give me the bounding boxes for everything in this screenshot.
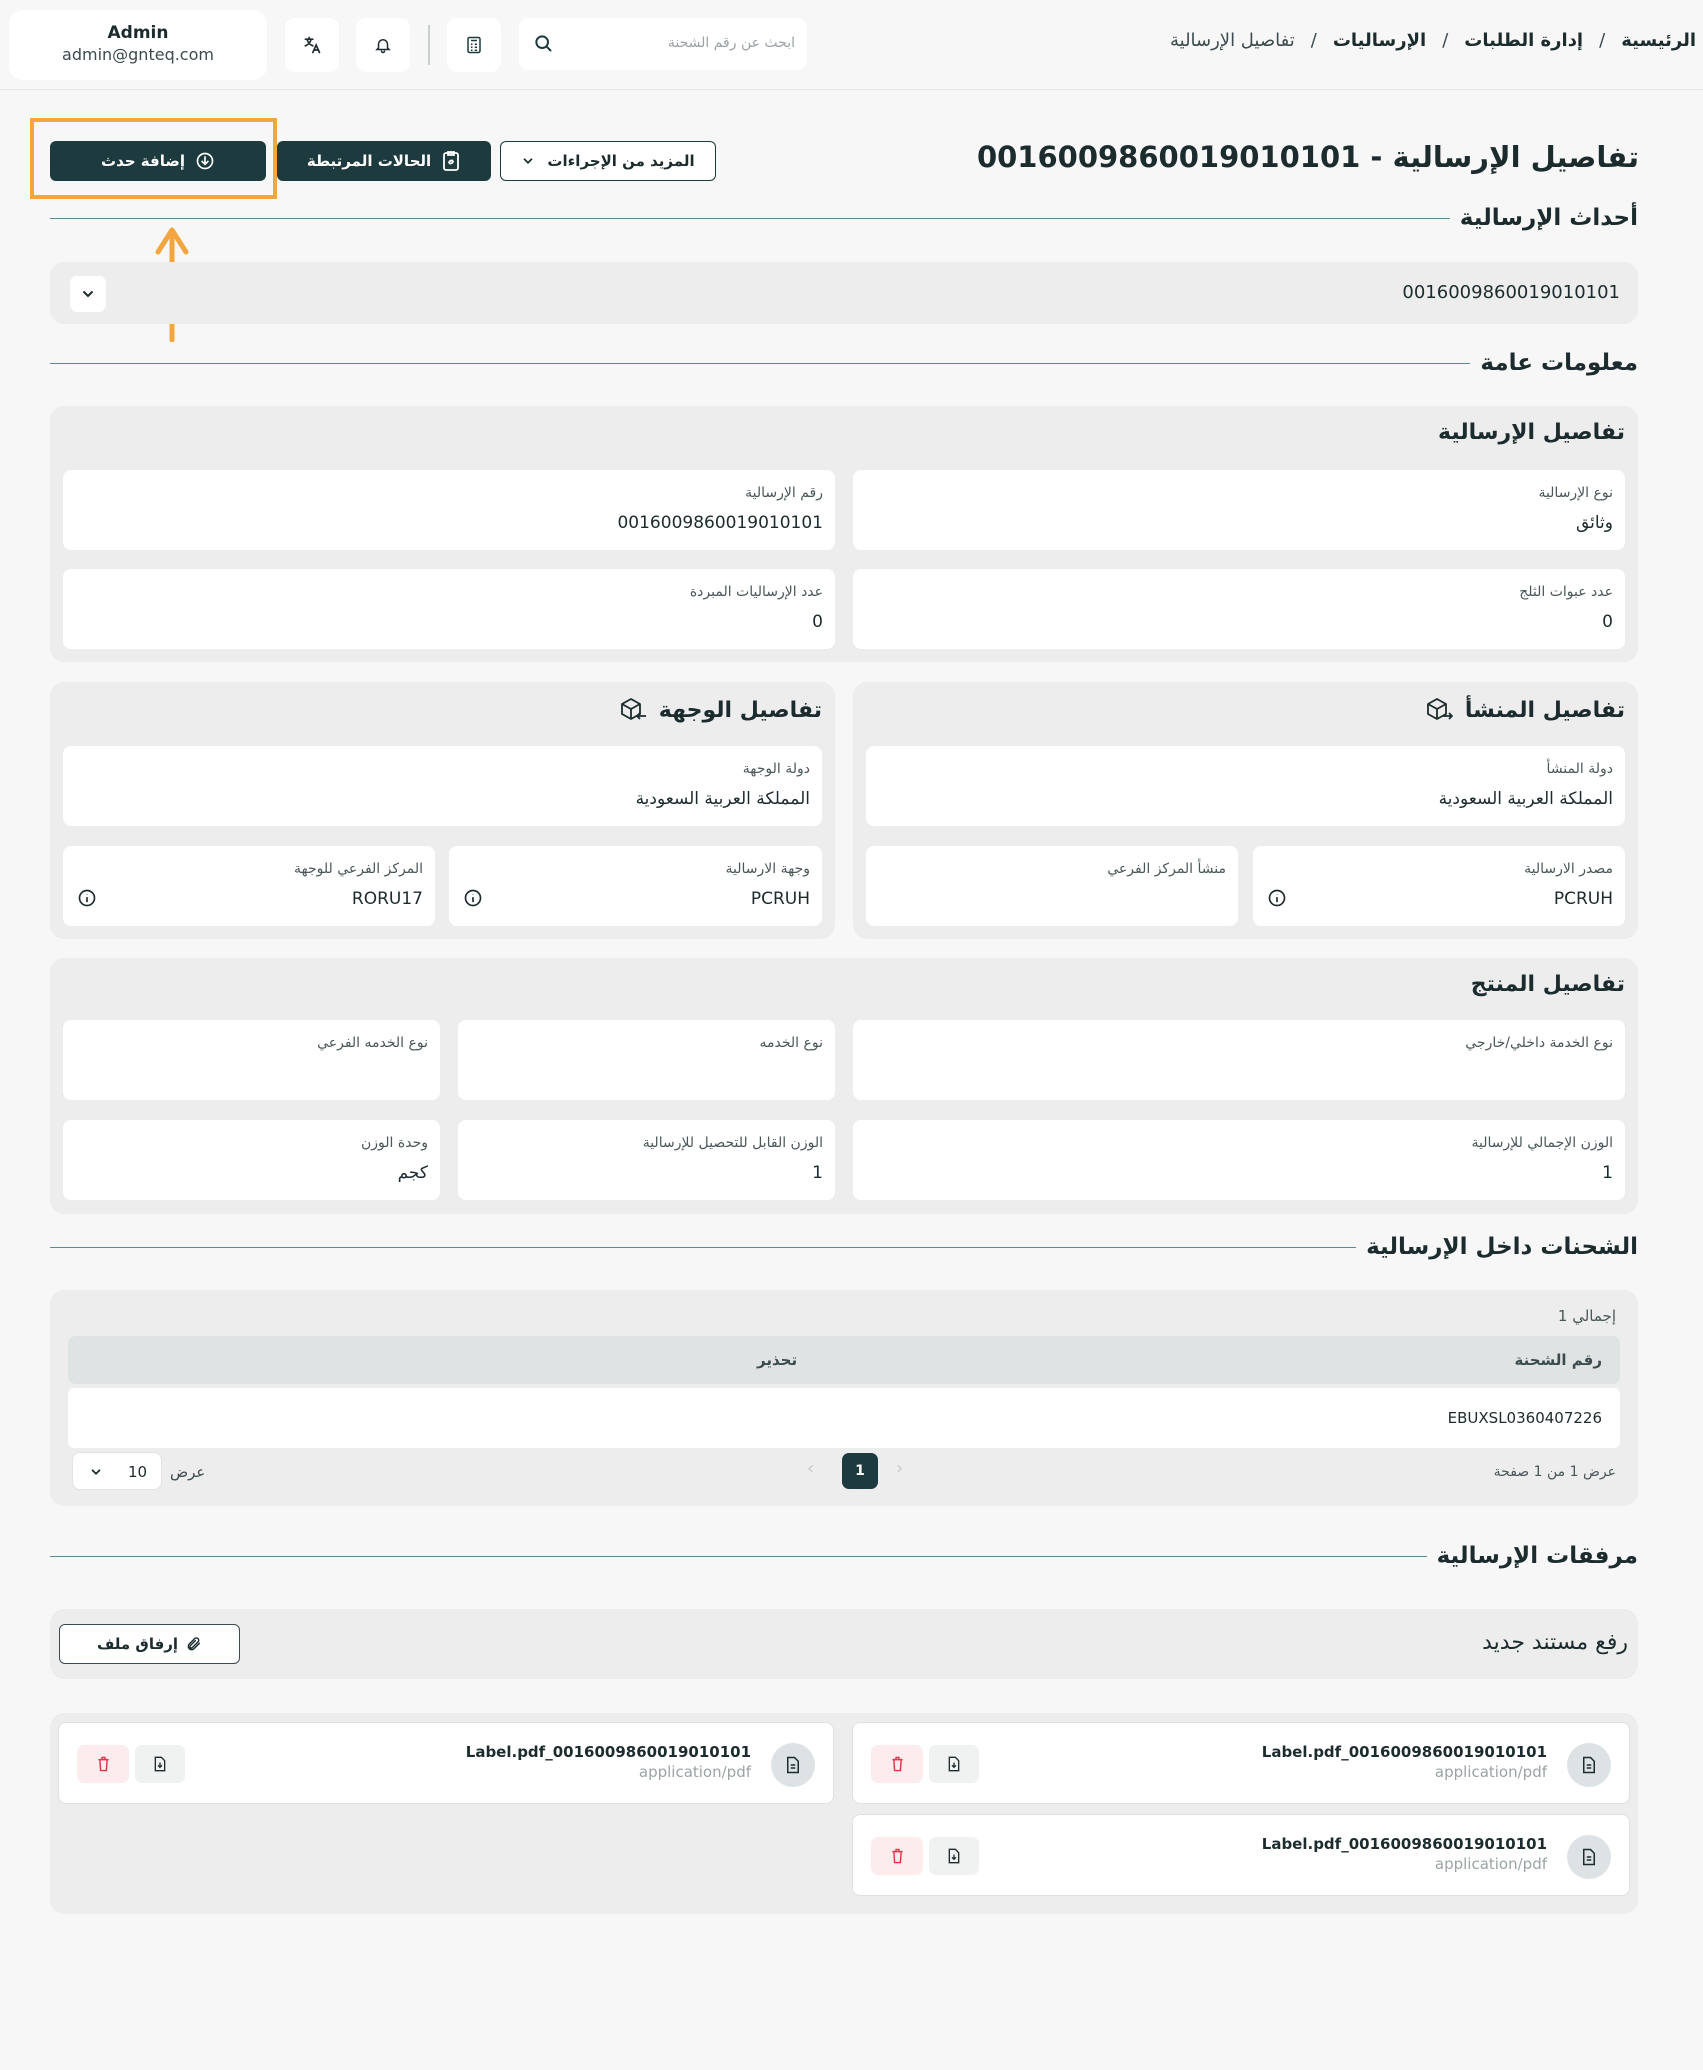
destination-details-title (619, 696, 822, 724)
package-number-cell: EBUXSL0360407226 (1447, 1409, 1602, 1427)
trash-icon (96, 1756, 111, 1772)
packages-section-header (50, 1232, 1638, 1262)
field-label: وجهة الارسالية (725, 861, 810, 877)
related-cases-button[interactable] (277, 141, 491, 181)
section-divider (50, 1556, 1427, 1557)
search-box (519, 18, 807, 70)
info-icon[interactable] (463, 888, 483, 908)
packages-total: إجمالي 1 (1557, 1307, 1616, 1325)
field-value: المملكة العربية السعودية (635, 789, 810, 809)
field-total-weight (853, 1120, 1625, 1200)
product-details-title: تفاصيل المنتج (1470, 972, 1625, 997)
attach-file-label: إرفاق ملف (96, 1635, 179, 1653)
breadcrumb-requests[interactable]: إدارة الطلبات (1464, 30, 1584, 51)
field-value: كجم (397, 1163, 428, 1183)
calculator-button[interactable] (447, 18, 501, 72)
search-icon (533, 33, 553, 53)
next-page-button[interactable]: › (896, 1458, 904, 1479)
field-cooled-shipments (63, 569, 835, 649)
breadcrumb-separator: / (1310, 30, 1317, 51)
page-button-current[interactable]: 1 (842, 1453, 878, 1489)
download-file-button[interactable] (929, 1745, 979, 1783)
chevron-down-icon (89, 1465, 103, 1479)
field-value: 0 (812, 612, 823, 632)
section-divider (50, 363, 1470, 364)
field-sub-service-type (63, 1020, 440, 1100)
chevron-down-icon (80, 286, 96, 302)
breadcrumb-separator: / (1442, 30, 1449, 51)
breadcrumb-separator: / (1599, 30, 1606, 51)
origin-details-title (1425, 696, 1625, 724)
product-details-panel (50, 958, 1638, 1214)
trash-icon (890, 1848, 905, 1864)
field-label: المركز الفرعي للوجهة (294, 861, 423, 877)
bell-icon (374, 36, 392, 54)
field-service-scope (853, 1020, 1625, 1100)
destination-title-text: تفاصيل الوجهة (658, 697, 822, 723)
field-label: رقم الإرسالية (745, 485, 823, 501)
field-label: دولة المنشأ (1546, 761, 1613, 777)
field-shipment-number (63, 470, 835, 550)
field-destination-country (63, 746, 822, 826)
box-in-icon (619, 696, 649, 724)
more-actions-label: المزيد من الإجراءات (547, 152, 695, 170)
file-card (852, 1722, 1630, 1804)
download-file-button[interactable] (135, 1745, 185, 1783)
field-label: نوع الخدمه الفرعي (317, 1035, 428, 1051)
document-icon (1581, 1848, 1597, 1866)
field-label: نوع الخدمة داخلي/خارجي (1465, 1035, 1613, 1051)
field-destination (449, 846, 822, 926)
attach-file-button[interactable] (59, 1624, 240, 1664)
user-name: Admin (107, 23, 169, 43)
page-size-select[interactable] (72, 1452, 162, 1490)
field-value: المملكة العربية السعودية (1438, 789, 1613, 809)
download-icon (153, 1756, 167, 1772)
field-label: منشأ المركز الفرعي (1107, 861, 1226, 877)
table-row[interactable] (68, 1388, 1620, 1448)
attachments-section-title: مرفقات الإرسالية (1436, 1543, 1638, 1569)
field-value: RORU17 (351, 889, 423, 909)
field-ice-packs (853, 569, 1625, 649)
prev-page-button[interactable]: ‹ (807, 1458, 815, 1479)
delete-file-button[interactable] (871, 1745, 923, 1783)
field-label: الوزن القابل للتحصيل للإرسالية (642, 1135, 823, 1151)
events-section-title: أحداث الإرسالية (1459, 205, 1638, 231)
events-shipment-number: 0016009860019010101 (1402, 282, 1620, 303)
paperclip-icon (186, 1636, 202, 1652)
expand-button[interactable] (70, 276, 106, 312)
column-header-warning: تحذير (757, 1351, 798, 1369)
page-size-label: عرض (170, 1463, 206, 1481)
download-file-button[interactable] (929, 1837, 979, 1875)
breadcrumb-current: تفاصيل الإرسالية (1169, 30, 1295, 51)
upload-panel (50, 1609, 1638, 1679)
document-icon (785, 1756, 801, 1774)
file-name: Label.pdf_0016009860019010101 (465, 1743, 751, 1761)
destination-details-panel (50, 682, 835, 939)
general-section-title: معلومات عامة (1480, 350, 1638, 376)
delete-file-button[interactable] (871, 1837, 923, 1875)
notifications-button[interactable] (356, 18, 410, 72)
file-name: Label.pdf_0016009860019010101 (1261, 1835, 1547, 1853)
field-value: 0 (1602, 612, 1613, 632)
field-label: مصدر الارسالية (1524, 861, 1613, 877)
file-mime: application/pdf (1434, 1763, 1547, 1781)
file-name: Label.pdf_0016009860019010101 (1261, 1743, 1547, 1761)
field-label: عدد الإرساليات المبردة (689, 584, 823, 600)
attachments-section-header (50, 1541, 1638, 1571)
file-icon (1567, 1743, 1611, 1787)
field-label: عدد عبوات الثلج (1519, 584, 1613, 600)
upload-title: رفع مستند جديد (1482, 1630, 1628, 1655)
field-origin-branch (866, 846, 1238, 926)
field-value: وثائق (1575, 513, 1613, 533)
field-label: الوزن الإجمالي للإرسالية (1471, 1135, 1613, 1151)
trash-icon (890, 1756, 905, 1772)
download-icon (947, 1848, 961, 1864)
pagination-summary: عرض 1 من 1 صفحة (1493, 1464, 1616, 1480)
packages-table-header (68, 1336, 1620, 1384)
file-icon (1567, 1835, 1611, 1879)
delete-file-button[interactable] (77, 1745, 129, 1783)
breadcrumb-shipments[interactable]: الإرساليات (1332, 30, 1427, 51)
events-accordion[interactable] (50, 262, 1638, 324)
info-icon[interactable] (77, 888, 97, 908)
page-size-value: 10 (128, 1463, 148, 1481)
field-weight-unit (63, 1120, 440, 1200)
breadcrumb-home[interactable]: الرئيسية (1621, 30, 1696, 51)
shipment-details-panel (50, 406, 1638, 662)
box-out-icon (1425, 696, 1455, 724)
origin-details-panel (853, 682, 1638, 939)
section-divider (50, 1247, 1356, 1248)
highlight-box (30, 118, 277, 199)
field-label: نوع الخدمه (759, 1035, 823, 1051)
field-value: PCRUH (1553, 889, 1613, 909)
field-value: 1 (812, 1163, 823, 1183)
search-input[interactable] (563, 28, 795, 58)
field-label: دولة الوجهة (742, 761, 810, 777)
section-divider (50, 218, 1450, 219)
field-chargeable-weight (458, 1120, 835, 1200)
more-actions-button[interactable] (500, 141, 716, 181)
field-origin-source (1253, 846, 1625, 926)
toolbar-divider (428, 25, 430, 65)
calculator-icon (466, 36, 482, 54)
file-card (852, 1814, 1630, 1896)
translate-icon (302, 35, 322, 55)
file-mime: application/pdf (1434, 1855, 1547, 1873)
general-section-header (50, 348, 1638, 378)
file-mime: application/pdf (638, 1763, 751, 1781)
field-value: PCRUH (750, 889, 810, 909)
field-label: وحدة الوزن (361, 1135, 428, 1151)
user-email: admin@gnteq.com (62, 45, 214, 64)
page-title: تفاصيل الإرسالية - 0016009860019010101 (976, 140, 1639, 174)
file-icon (771, 1743, 815, 1787)
origin-title-text: تفاصيل المنشأ (1464, 697, 1625, 723)
related-cases-icon (441, 150, 461, 172)
file-card (58, 1722, 834, 1804)
packages-panel (50, 1290, 1638, 1506)
field-service-type (458, 1020, 835, 1100)
shipment-details-title: تفاصيل الإرسالية (1438, 420, 1625, 445)
field-value: 0016009860019010101 (617, 513, 823, 533)
user-menu[interactable] (9, 10, 267, 80)
chevron-down-icon (521, 154, 535, 168)
language-button[interactable] (285, 18, 339, 72)
field-shipment-type (853, 470, 1625, 550)
packages-section-title: الشحنات داخل الإرسالية (1366, 1234, 1638, 1260)
add-event-label: إضافة حدث (101, 152, 185, 170)
events-section-header (50, 203, 1638, 233)
column-header-package-number: رقم الشحنة (1514, 1351, 1602, 1369)
download-icon (947, 1756, 961, 1772)
field-origin-country (866, 746, 1625, 826)
document-icon (1581, 1756, 1597, 1774)
info-icon[interactable] (1267, 888, 1287, 908)
field-label: نوع الإرسالية (1538, 485, 1613, 501)
related-cases-label: الحالات المرتبطة (306, 152, 432, 170)
field-destination-branch (63, 846, 435, 926)
breadcrumb (1170, 30, 1696, 51)
attachments-panel (50, 1713, 1638, 1914)
field-value: 1 (1602, 1163, 1613, 1183)
